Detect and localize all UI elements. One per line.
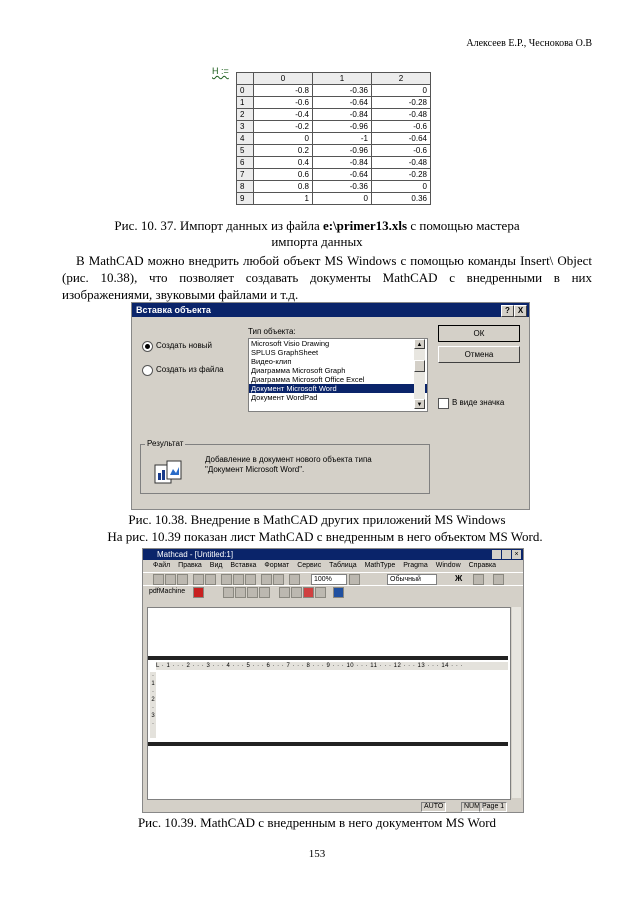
- function-icon[interactable]: [315, 587, 326, 598]
- status-auto: AUTO: [421, 802, 446, 812]
- row-index: 5: [237, 145, 254, 157]
- scroll-thumb[interactable]: [414, 360, 425, 372]
- matrix-cell: -0.64: [372, 133, 431, 145]
- horizontal-ruler: L · 1 · · · 2 · · · 3 · · · 4 · · · 5 · · · 6 · · · 7 · · · 8 · · · 9 · · · 10 · · · 11 · · · 12 · · · 13 · · · 14 · · ·: [156, 662, 508, 670]
- row-index: 4: [237, 133, 254, 145]
- matrix-cell: -1: [313, 133, 372, 145]
- ok-button[interactable]: ОК: [438, 325, 520, 342]
- preview-icon[interactable]: [205, 574, 216, 585]
- scroll-down-icon[interactable]: ▼: [414, 399, 425, 409]
- new-icon[interactable]: [153, 574, 164, 585]
- matrix-cell: 0: [372, 181, 431, 193]
- matrix-row: [237, 145, 431, 157]
- grid-icon[interactable]: [303, 587, 314, 598]
- matrix-cell: -0.64: [313, 97, 372, 109]
- menu-edit[interactable]: Правка: [178, 562, 202, 569]
- matrix-cell: -0.8: [254, 85, 313, 97]
- row-index: 7: [237, 169, 254, 181]
- menu-pragma[interactable]: Pragma: [403, 562, 428, 569]
- imported-matrix: [236, 72, 431, 205]
- row-index: 1: [237, 97, 254, 109]
- figure-caption-10-38: Рис. 10.38. Внедрение в MathCAD других приложений MS Windows: [128, 512, 506, 527]
- minimize-icon[interactable]: [492, 550, 501, 559]
- caption-text: с помощью мастера: [407, 218, 520, 233]
- matrix-row: [237, 109, 431, 121]
- menu-format[interactable]: Формат: [264, 562, 290, 569]
- paragraph-text: В MathCAD можно внедрить любой объект MS Windows с помощью команды Insert\ Object (рис. 10.38), что позволяет создавать документы MathCAD с внедренными в них изображениями, звуковыми файлами и т.д.: [62, 253, 592, 302]
- bold-button[interactable]: Ж: [455, 574, 463, 583]
- pdfmachine-button[interactable]: pdfMachine: [149, 588, 186, 595]
- matrix-cell: 1: [254, 193, 313, 205]
- indent-icon[interactable]: [493, 574, 504, 585]
- object-type-item[interactable]: Документ WordPad: [251, 393, 318, 402]
- matrix-cell: 0.36: [372, 193, 431, 205]
- matrix-header-row: [237, 73, 431, 85]
- cancel-button[interactable]: Отмена: [438, 346, 520, 363]
- matrix-cell: -0.48: [372, 109, 431, 121]
- matrix-cell: -0.28: [372, 97, 431, 109]
- zoom-select[interactable]: 100%: [311, 574, 347, 585]
- insert-object-dialog: [131, 302, 530, 510]
- create-new-label: Создать новый: [156, 341, 212, 350]
- create-from-file-radio[interactable]: [142, 365, 153, 376]
- caption-line: [0, 218, 634, 234]
- open-icon[interactable]: [165, 574, 176, 585]
- matrix-cell: 0: [313, 193, 372, 205]
- ole-frame-top: [148, 656, 508, 660]
- matrix-cell: -0.96: [313, 145, 372, 157]
- matrix-row: [237, 97, 431, 109]
- row-index: 3: [237, 121, 254, 133]
- create-new-radio[interactable]: [142, 341, 153, 352]
- result-label: Результат: [147, 439, 184, 448]
- caption-line: импорта данных: [271, 234, 363, 249]
- matrix-cell: -0.28: [372, 169, 431, 181]
- status-page: Page 1: [479, 802, 507, 812]
- menu-tools[interactable]: Сервис: [297, 562, 322, 569]
- scroll-up-icon[interactable]: ▲: [414, 339, 425, 349]
- fraction-icon[interactable]: [291, 587, 302, 598]
- matrix-row: [237, 169, 431, 181]
- limit-icon[interactable]: [259, 587, 270, 598]
- undo-icon[interactable]: [261, 574, 272, 585]
- matrix-cell: -0.84: [313, 157, 372, 169]
- object-type-list[interactable]: [248, 338, 428, 412]
- row-index: 8: [237, 181, 254, 193]
- mathcad-worksheet[interactable]: [147, 607, 511, 800]
- embedded-word-object[interactable]: [148, 656, 508, 746]
- object-type-item[interactable]: Microsoft Visio Drawing: [251, 339, 330, 348]
- object-type-item[interactable]: Диаграмма Microsoft Graph: [251, 366, 346, 375]
- menu-table[interactable]: Таблица: [329, 562, 357, 569]
- matrix-row: [237, 157, 431, 169]
- figure-caption-10-37: [0, 218, 634, 250]
- matrix-icon[interactable]: [235, 587, 246, 598]
- matrix-cell: -0.36: [313, 85, 372, 97]
- bracket-icon[interactable]: [279, 587, 290, 598]
- as-icon-checkbox[interactable]: [438, 398, 449, 409]
- paste-icon[interactable]: [245, 574, 256, 585]
- page-header-authors: Алексеев Е.Р., Чеснокова О.В: [466, 38, 592, 49]
- figure-caption-10-39: Рис. 10.39. MathCAD с внедренным в него документом MS Word: [137, 815, 497, 830]
- pdf-icon[interactable]: [193, 587, 204, 598]
- row-index: 0: [237, 85, 254, 97]
- matrix-cell: 0: [372, 85, 431, 97]
- menu-insert[interactable]: Вставка: [230, 562, 257, 569]
- menu-file[interactable]: Файл: [153, 562, 171, 569]
- menu-help[interactable]: Справка: [468, 562, 497, 569]
- vertical-ruler: · 1 · 2 · 3 ·: [150, 672, 156, 738]
- matrix-cell: -0.6: [372, 121, 431, 133]
- save-icon[interactable]: [177, 574, 188, 585]
- dialog-titlebar: [132, 303, 529, 317]
- style-select[interactable]: Обычный: [387, 574, 437, 585]
- close-icon[interactable]: ×: [512, 550, 521, 559]
- print-icon[interactable]: [193, 574, 204, 585]
- cut-icon[interactable]: [221, 574, 232, 585]
- matrix-cell: -0.64: [313, 169, 372, 181]
- matrix-row: [237, 181, 431, 193]
- matrix-row: [237, 133, 431, 145]
- page-number: 153: [308, 848, 326, 860]
- row-index: 9: [237, 193, 254, 205]
- worksheet-scrollbar[interactable]: [512, 607, 521, 798]
- matrix-row: [237, 85, 431, 97]
- matrix-label: H :=: [212, 66, 229, 76]
- status-num: NUM: [461, 802, 483, 812]
- object-type-item-selected[interactable]: Документ Microsoft Word: [249, 384, 427, 393]
- math-toolbar: [143, 585, 523, 598]
- matrix-cell: -0.96: [313, 121, 372, 133]
- paragraph-fig-10-39: На рис. 10.39 показан лист MathCAD с внедренным в него объектом MS Word.: [107, 529, 543, 544]
- matrix-cell: 0.4: [254, 157, 313, 169]
- matrix-cell: -0.36: [313, 181, 372, 193]
- result-group: [140, 439, 430, 494]
- list-scrollbar[interactable]: [414, 339, 425, 409]
- create-from-file-label: Создать из файла: [156, 365, 224, 374]
- matrix-row: [237, 193, 431, 205]
- menu-view[interactable]: Вид: [209, 562, 223, 569]
- matrix-col-header: 2: [372, 73, 431, 85]
- object-type-item[interactable]: Видео-клип: [251, 357, 292, 366]
- matrix-cell: -0.6: [254, 97, 313, 109]
- caption-filename: e:\primer13.xls: [322, 218, 408, 233]
- matrix-cell: 0.8: [254, 181, 313, 193]
- matrix-cell: 0.2: [254, 145, 313, 157]
- sigma-icon[interactable]: [247, 587, 258, 598]
- result-description: Добавление в документ нового объекта типа: [205, 455, 372, 464]
- maximize-icon[interactable]: [502, 550, 511, 559]
- dialog-title: Вставка объекта: [136, 305, 211, 315]
- matrix-cell: -0.84: [313, 109, 372, 121]
- copy-icon[interactable]: [233, 574, 244, 585]
- matrix-cell: -0.2: [254, 121, 313, 133]
- matrix-corner: [237, 73, 254, 85]
- globe-icon[interactable]: [333, 587, 344, 598]
- caption-text: Рис. 10. 37. Импорт данных из файла: [114, 218, 323, 233]
- list-icon[interactable]: [473, 574, 484, 585]
- mathcad-window: [142, 548, 524, 813]
- ole-frame-bottom: [148, 742, 508, 746]
- table-icon[interactable]: [289, 574, 300, 585]
- close-button[interactable]: X: [514, 305, 527, 317]
- matrix-cell: -0.48: [372, 157, 431, 169]
- menu-window[interactable]: Window: [435, 562, 461, 569]
- object-type-item[interactable]: SPLUS GraphSheet: [251, 348, 319, 357]
- matrix-cell: -0.6: [372, 145, 431, 157]
- matrix-row: [237, 121, 431, 133]
- object-type-label: Тип объекта:: [248, 327, 296, 336]
- paragraph-insert-object: [62, 252, 592, 303]
- help-icon[interactable]: [349, 574, 360, 585]
- embed-object-icon: [153, 459, 183, 485]
- object-type-item[interactable]: Диаграмма Microsoft Office Excel: [251, 375, 365, 384]
- menu-mathtype[interactable]: MathType: [364, 562, 396, 569]
- status-bar: [143, 801, 523, 812]
- mathcad-title: Mathcad - [Untitled:1]: [157, 550, 234, 559]
- matrix-cell: 0.6: [254, 169, 313, 181]
- matrix-col-header: 0: [254, 73, 313, 85]
- result-description: "Документ Microsoft Word".: [205, 465, 305, 474]
- matrix-col-header: 1: [313, 73, 372, 85]
- matrix-cell: -0.4: [254, 109, 313, 121]
- help-button[interactable]: ?: [501, 305, 514, 317]
- mathcad-menubar: [143, 560, 523, 572]
- as-icon-label: В виде значка: [452, 398, 505, 407]
- word-document-area[interactable]: [158, 672, 506, 740]
- matrix-cell: 0: [254, 133, 313, 145]
- row-index: 2: [237, 109, 254, 121]
- redo-icon[interactable]: [273, 574, 284, 585]
- standard-toolbar: [143, 572, 523, 585]
- sum-icon[interactable]: [223, 587, 234, 598]
- mathcad-titlebar: [143, 549, 523, 560]
- row-index: 6: [237, 157, 254, 169]
